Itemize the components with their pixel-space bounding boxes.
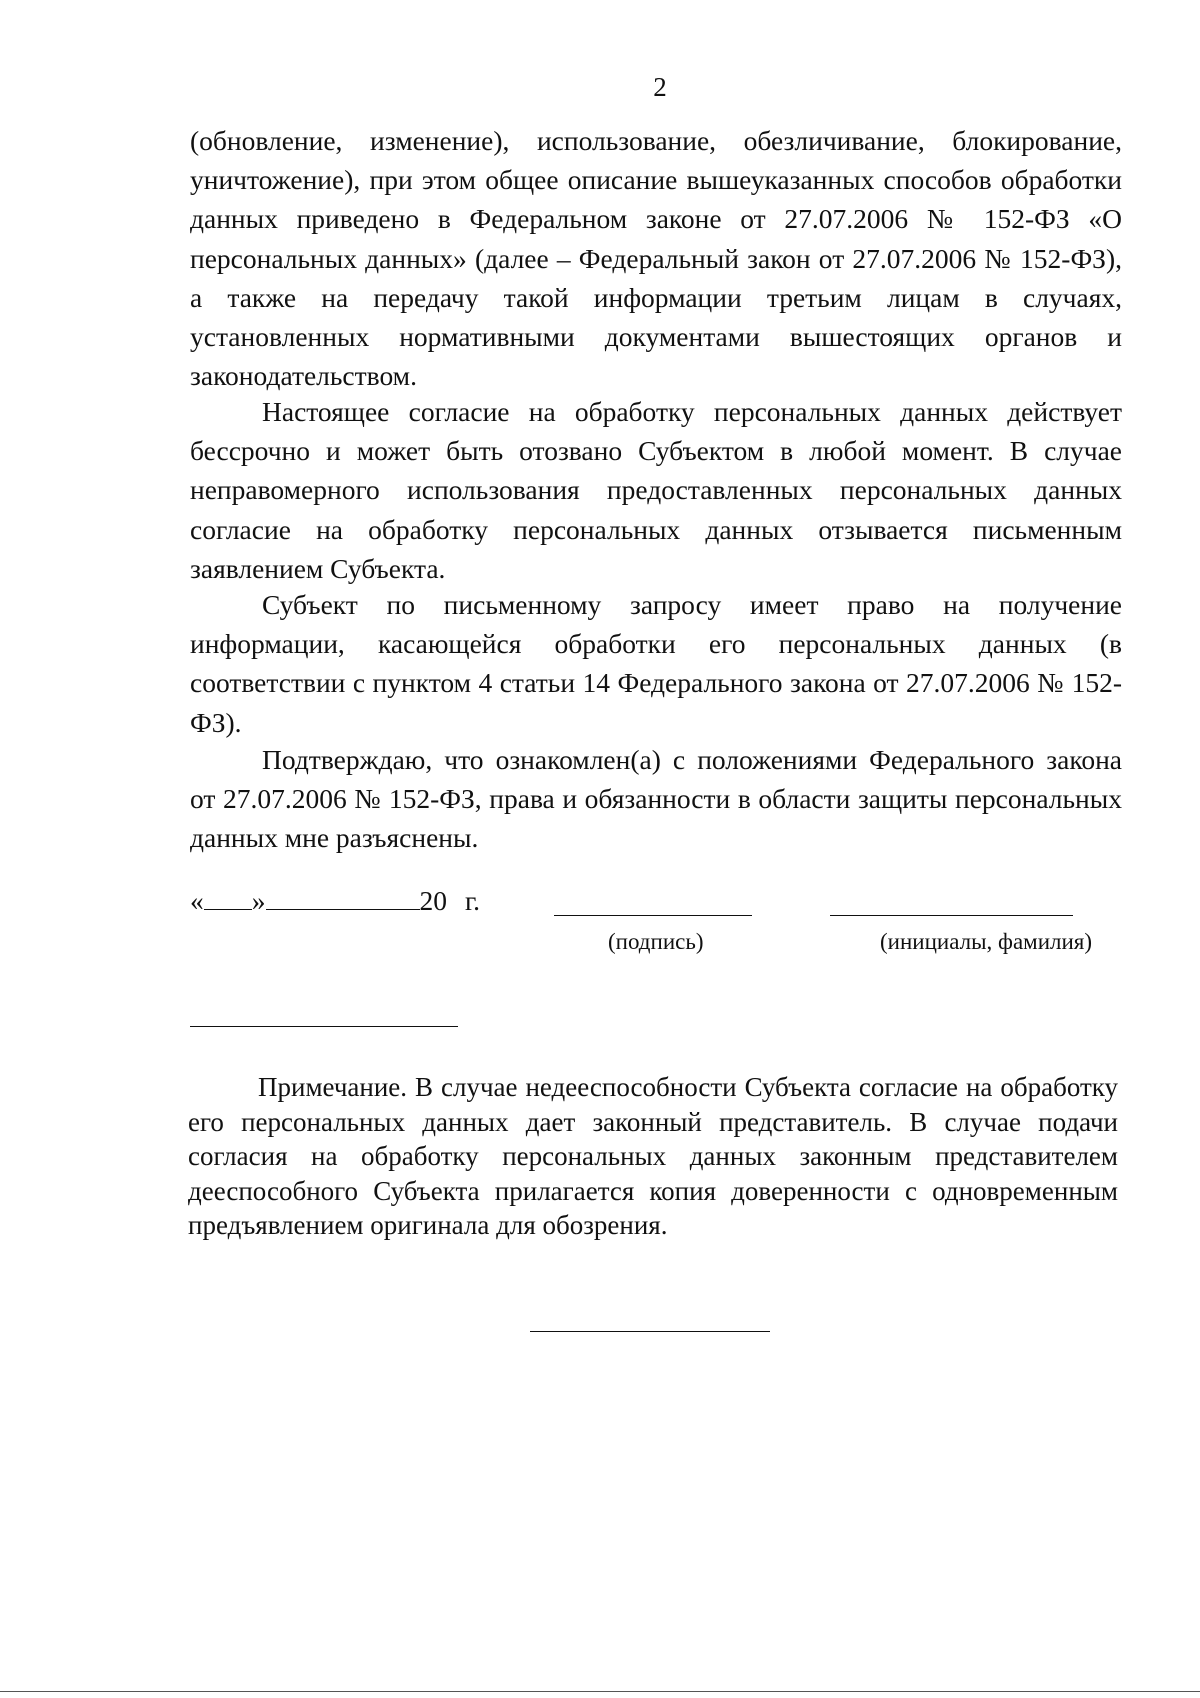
date-close-quote: »	[251, 885, 266, 916]
year-suffix: г.	[465, 885, 481, 916]
date-open-quote: «	[190, 885, 204, 916]
signature-blank	[554, 915, 752, 916]
month-blank	[266, 885, 420, 910]
day-blank	[204, 885, 252, 910]
signature-block	[190, 885, 1110, 965]
paragraph-processing-methods: (обновление, изменение), использование, обезличивание, блокирование, уничтожение), при этом общее описание вышеуказанных способов обработки данных приведено в Федеральном законе от 27.07.2006 № 152-ФЗ «О персональных данных» (далее – Федеральный закон от 27.07.2006 № 152-ФЗ), а также на передачу такой информации третьим лицам в случаях, установленных нормативными документами вышестоящих органов и законодательством.	[190, 125, 1122, 392]
name-caption: (инициалы, фамилия)	[880, 929, 1093, 954]
name-blank	[830, 915, 1073, 916]
end-of-document-rule	[530, 1331, 770, 1332]
footnote-separator	[190, 1026, 458, 1027]
page-number: 2	[653, 72, 667, 102]
signature-caption: (подпись)	[608, 929, 704, 954]
date-field	[190, 885, 480, 917]
paragraph-consent-validity: Настоящее согласие на обработку персональных данных действует бессрочно и может быть отозвано Субъектом в любой момент. В случае неправомерного использования предоставленных персональных данных согласие на обработку персональных данных отзывается письменным заявлением Субъекта.	[190, 396, 1122, 584]
note-paragraph: Примечание. В случае недееспособности Субъекта согласие на обработку его персональных данных дает законный представитель. В случае подачи согласия на обработку персональных данных законным представителем дееспособного Субъекта прилагается копия доверенности с одновременным предъявлением оригинала для обозрения.	[188, 1072, 1118, 1240]
scan-edge-line	[0, 1691, 1200, 1692]
paragraph-right-to-information: Субъект по письменному запросу имеет право на получение информации, касающейся обработки его персональных данных (в соответствии с пунктом 4 статьи 14 Федерального закона от 27.07.2006 № 152-ФЗ).	[190, 589, 1122, 738]
year-prefix: 20	[419, 885, 447, 916]
paragraph-acknowledgement: Подтверждаю, что ознакомлен(а) с положениями Федерального закона от 27.07.2006 № 152-ФЗ, права и обязанности в области защиты персональных данных мне разъяснены.	[190, 744, 1122, 854]
